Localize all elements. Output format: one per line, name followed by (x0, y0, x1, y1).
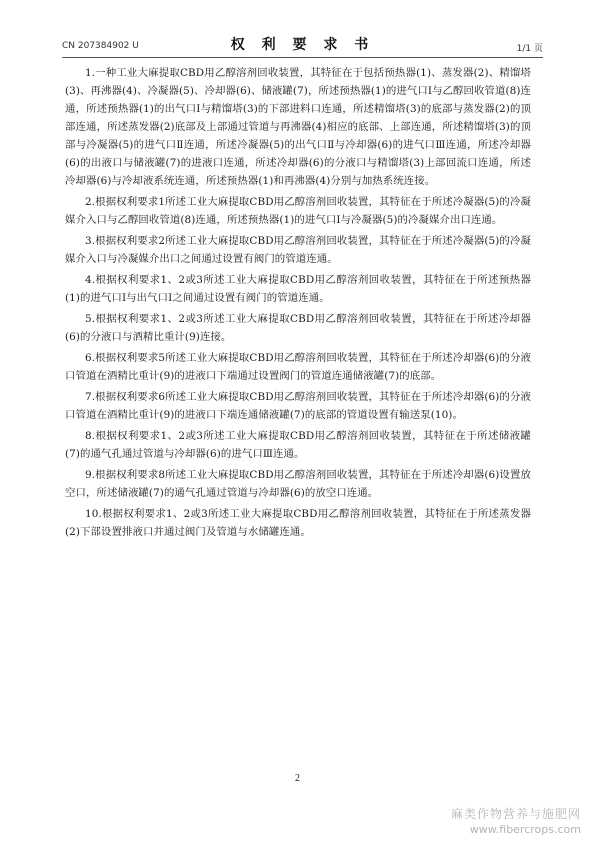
claim-3: 3.根据权利要求2所述工业大麻提取CBD用乙醇溶剂回收装置，其特征在于所述冷凝器(5)的冷凝媒介入口与冷凝媒介出口之间通过设置有阀门的管道连通。 (65, 235, 531, 265)
site-watermark (451, 805, 581, 836)
claim-5: 5.根据权利要求1、2或3所述工业大麻提取CBD用乙醇溶剂回收装置，其特征在于所述冷却器(6)的分液口与酒精比重计(9)连接。 (65, 313, 531, 343)
claim-2: 2.根据权利要求1所述工业大麻提取CBD用乙醇溶剂回收装置，其特征在于所述冷凝器(5)的冷凝媒介入口与乙醇回收管道(8)连通，所述预热器(1)的进气口Ⅰ与冷凝器(5)的冷凝媒介出口连通。 (65, 196, 531, 226)
page-number: 2 (295, 773, 300, 784)
watermark-site-name: 麻类作物营养与施肥网 (450, 807, 581, 821)
claim-1: 1.一种工业大麻提取CBD用乙醇溶剂回收装置，其特征在于包括预热器(1)、蒸发器(2)、精馏塔(3)、再沸器(4)、冷凝器(5)、冷却器(6)、储液罐(7)，所述预热器(1)的进气口Ⅰ与乙醇回收管道(8)连通，所述预热器(1)的出气口Ⅰ与精馏塔(3)的下部进料口连通，所述精馏塔(3)的底部与蒸发器(2)的顶部连通，所述蒸发器(2)底部及上部通过管道与再沸器(4)相应的底部、上部连通，所述精馏塔(3)的顶部与冷凝器(5)的进气口Ⅱ连通，所述冷凝器(5)的出气口Ⅱ与冷却器(6)的进气口Ⅲ连通，所述冷却器(6)的出液口与储液罐(7)的进液口连通，所述冷却器(6)的分液口与精馏塔(3)上部回流口连通，所述冷却器(6)与冷却液系统连通，所述预热器(1)和再沸器(4)分别与加热系统连接。 (65, 67, 532, 187)
header-divider (62, 57, 543, 58)
watermark-url: www.fibercrops.com (469, 823, 581, 836)
claims-list (65, 64, 531, 544)
page-header (62, 34, 543, 56)
claim-4: 4.根据权利要求1、2或3所述工业大麻提取CBD用乙醇溶剂回收装置，其特征在于所述预热器(1)的进气口Ⅰ与出气口Ⅰ之间通过设置有阀门的管道连通。 (65, 274, 531, 304)
page-title: 权 利 要 求 书 (230, 37, 375, 53)
claim-6: 6.根据权利要求5所述工业大麻提取CBD用乙醇溶剂回收装置，其特征在于所述冷却器(6)的分液口管道在酒精比重计(9)的进液口下端通过设置阀门的管道连通储液罐(7)的底部。 (65, 352, 531, 382)
claim-7: 7.根据权利要求6所述工业大麻提取CBD用乙醇溶剂回收装置，其特征在于所述冷却器(6)的分液口管道在酒精比重计(9)的进液口下端连通储液罐(7)的底部的管道设置有输送泵(10)。 (65, 391, 531, 421)
patent-number: CN 207384902 U (62, 41, 139, 51)
page-indicator: 1/1 页 (516, 44, 543, 54)
claim-8: 8.根据权利要求1、2或3所述工业大麻提取CBD用乙醇溶剂回收装置，其特征在于所述储液罐(7)的通气孔通过管道与冷却器(6)的进气口Ⅲ连通。 (65, 430, 531, 460)
claim-9: 9.根据权利要求8所述工业大麻提取CBD用乙醇溶剂回收装置，其特征在于所述冷却器(6)设置放空口，所述储液罐(7)的通气孔通过管道与冷却器(6)的放空口连通。 (65, 469, 531, 499)
claim-10: 10.根据权利要求1、2或3所述工业大麻提取CBD用乙醇溶剂回收装置，其特征在于所述蒸发器(2)下部设置排液口并通过阀门及管道与水储罐连通。 (65, 508, 531, 538)
